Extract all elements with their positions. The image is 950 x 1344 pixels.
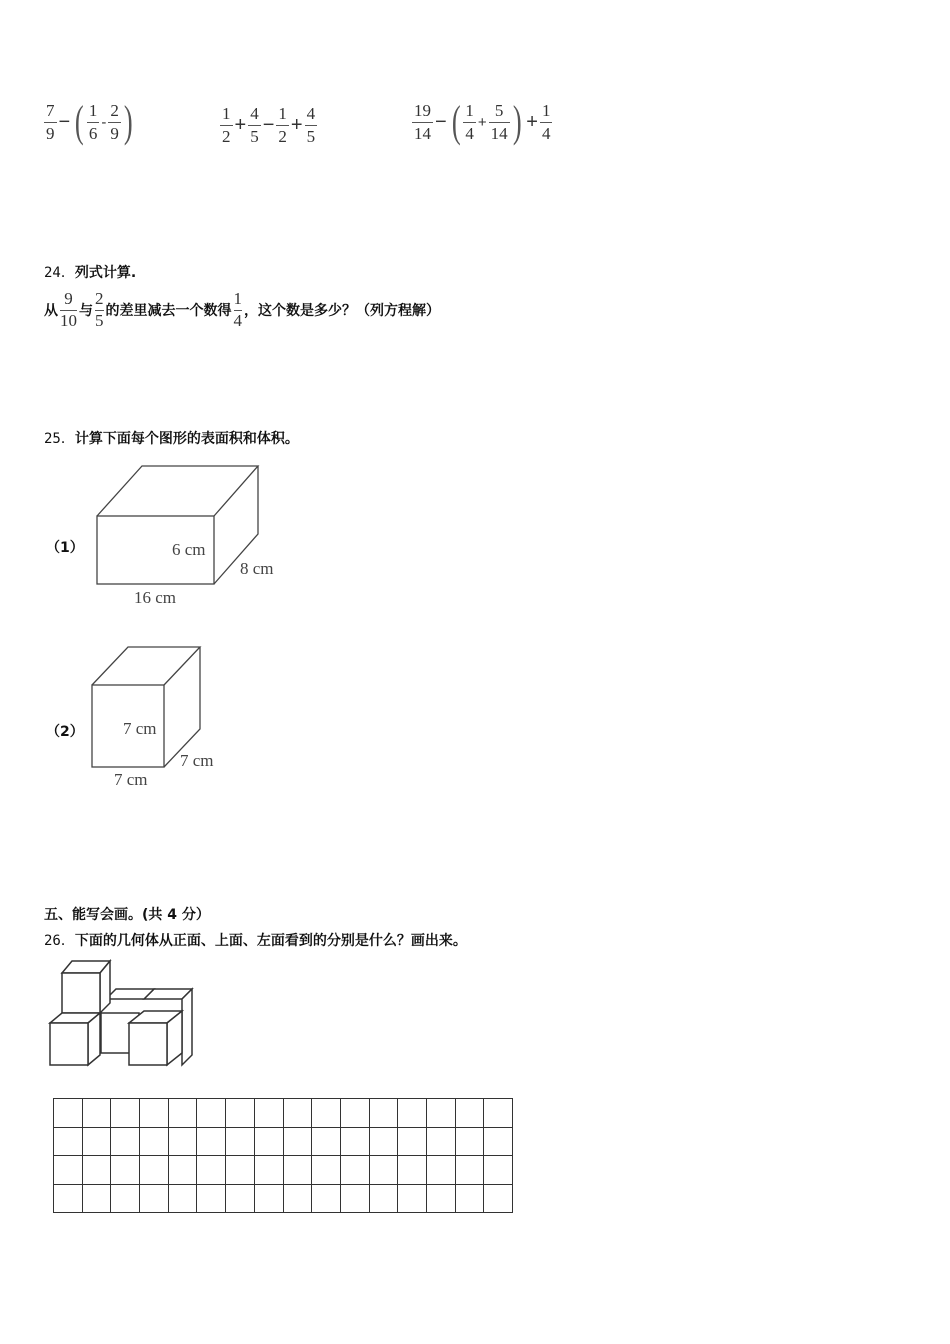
grid-cell[interactable] bbox=[455, 1184, 484, 1213]
height-label: 6 cm bbox=[172, 540, 206, 559]
fraction: $\frac{1}{4}$ bbox=[465, 100, 474, 143]
fraction: $\frac{1}{4}$ bbox=[541, 100, 551, 143]
depth-label: 8 cm bbox=[240, 559, 274, 578]
grid-cell[interactable] bbox=[111, 1156, 140, 1185]
left-paren: ( bbox=[451, 97, 461, 146]
fraction: $\frac{4}{5}$ bbox=[306, 104, 316, 146]
fraction: $\frac{9}{10}$ bbox=[60, 289, 77, 330]
grid-cell[interactable] bbox=[111, 1127, 140, 1156]
cube-side bbox=[182, 989, 192, 1065]
fraction: $\frac{1}{2}$ bbox=[222, 104, 231, 146]
question-number: 24． bbox=[44, 265, 75, 281]
grid-cell[interactable] bbox=[54, 1099, 83, 1128]
operator: + bbox=[477, 113, 487, 131]
grid-cell[interactable] bbox=[340, 1156, 369, 1185]
grid-cell[interactable] bbox=[369, 1156, 398, 1185]
grid-row bbox=[54, 1127, 513, 1156]
grid-cell[interactable] bbox=[369, 1127, 398, 1156]
grid-cell[interactable] bbox=[54, 1156, 83, 1185]
figure-2-label: （2） bbox=[46, 724, 84, 740]
operator: + bbox=[526, 110, 538, 133]
section-5-title: 五、能写会画。(共 4 分） bbox=[44, 907, 210, 923]
grid-cell[interactable] bbox=[168, 1184, 197, 1213]
text: ，这个数是多少？（列方程解） bbox=[244, 303, 440, 320]
fraction: $\frac{1}{6}$ bbox=[88, 100, 98, 143]
fraction: $\frac{5}{14}$ bbox=[490, 100, 508, 143]
grid-cell[interactable] bbox=[312, 1184, 341, 1213]
grid-cell[interactable] bbox=[197, 1127, 226, 1156]
cube-figure-2 bbox=[88, 642, 238, 792]
cube-front bbox=[129, 1023, 167, 1065]
grid-cell[interactable] bbox=[398, 1127, 427, 1156]
grid-cell[interactable] bbox=[484, 1099, 513, 1128]
grid-cell[interactable] bbox=[140, 1127, 169, 1156]
grid-cell[interactable] bbox=[54, 1127, 83, 1156]
cube-side bbox=[88, 1013, 100, 1065]
question-24-title bbox=[44, 262, 136, 282]
grid-cell[interactable] bbox=[455, 1156, 484, 1185]
question-25-title bbox=[44, 428, 299, 448]
grid-cell[interactable] bbox=[369, 1099, 398, 1128]
grid-cell[interactable] bbox=[398, 1184, 427, 1213]
depth-label: 7 cm bbox=[180, 751, 214, 770]
operator: − bbox=[58, 110, 71, 133]
text: 的差里减去一个数得 bbox=[105, 303, 232, 320]
grid-cell[interactable] bbox=[226, 1184, 255, 1213]
text: 从 bbox=[44, 303, 58, 320]
grid-cell[interactable] bbox=[82, 1127, 111, 1156]
question-24-body bbox=[44, 290, 440, 330]
question-title: 下面的几何体从正面、上面、左面看到的分别是什么？画出来。 bbox=[74, 933, 467, 949]
cuboid-top-face bbox=[97, 466, 258, 516]
question-number: 25． bbox=[44, 431, 75, 447]
operator: + bbox=[290, 113, 303, 136]
grid-row bbox=[54, 1099, 513, 1128]
question-title: 计算下面每个图形的表面积和体积。 bbox=[74, 431, 299, 447]
expression-1 bbox=[44, 97, 136, 146]
grid-cell[interactable] bbox=[54, 1184, 83, 1213]
operator: − bbox=[262, 113, 275, 136]
grid-cell[interactable] bbox=[254, 1127, 283, 1156]
grid-cell[interactable] bbox=[168, 1156, 197, 1185]
grid-cell[interactable] bbox=[426, 1099, 455, 1128]
right-paren: ) bbox=[123, 97, 133, 146]
grid-cell[interactable] bbox=[455, 1127, 484, 1156]
length-label: 16 cm bbox=[134, 588, 177, 607]
grid-cell[interactable] bbox=[398, 1156, 427, 1185]
grid-cell[interactable] bbox=[283, 1127, 312, 1156]
grid-cell[interactable] bbox=[111, 1099, 140, 1128]
right-paren: ) bbox=[512, 97, 522, 146]
grid-cell[interactable] bbox=[168, 1099, 197, 1128]
grid-cell[interactable] bbox=[340, 1099, 369, 1128]
figure-1-label: （1） bbox=[46, 540, 84, 556]
expression-2 bbox=[220, 104, 317, 146]
cube-front bbox=[62, 973, 100, 1013]
cube-front bbox=[50, 1023, 88, 1065]
grid-cell[interactable] bbox=[283, 1099, 312, 1128]
fraction: $\frac{1}{2}$ bbox=[278, 104, 287, 146]
grid-cell[interactable] bbox=[369, 1184, 398, 1213]
grid-cell[interactable] bbox=[140, 1099, 169, 1128]
grid-cell[interactable] bbox=[455, 1099, 484, 1128]
cube-top-face bbox=[92, 647, 200, 685]
grid-cell[interactable] bbox=[254, 1184, 283, 1213]
fraction: $\frac{1}{4}$ bbox=[233, 289, 242, 330]
grid-cell[interactable] bbox=[140, 1156, 169, 1185]
cube-stack-figure bbox=[44, 955, 204, 1073]
text: 与 bbox=[79, 303, 93, 320]
operator: − bbox=[435, 110, 447, 133]
fraction: $\frac{2}{9}$ bbox=[110, 100, 119, 143]
grid-cell[interactable] bbox=[197, 1184, 226, 1213]
cube-side-face bbox=[164, 647, 200, 767]
drawing-grid[interactable] bbox=[53, 1098, 513, 1213]
fraction: $\frac{7}{9}$ bbox=[46, 100, 55, 143]
grid-cell[interactable] bbox=[82, 1099, 111, 1128]
grid-cell[interactable] bbox=[82, 1156, 111, 1185]
grid-cell[interactable] bbox=[312, 1156, 341, 1185]
grid-cell[interactable] bbox=[484, 1184, 513, 1213]
grid-cell[interactable] bbox=[312, 1099, 341, 1128]
expression-3 bbox=[412, 97, 552, 146]
grid-cell[interactable] bbox=[226, 1099, 255, 1128]
grid-cell[interactable] bbox=[82, 1184, 111, 1213]
grid-cell[interactable] bbox=[140, 1184, 169, 1213]
grid-cell[interactable] bbox=[254, 1099, 283, 1128]
fraction: $\frac{2}{5}$ bbox=[95, 289, 104, 330]
operator: + bbox=[234, 113, 247, 136]
grid-cell[interactable] bbox=[226, 1127, 255, 1156]
length-label: 7 cm bbox=[114, 770, 148, 789]
grid-cell[interactable] bbox=[340, 1127, 369, 1156]
grid-cell[interactable] bbox=[111, 1184, 140, 1213]
height-label: 7 cm bbox=[123, 719, 157, 738]
grid-cell[interactable] bbox=[426, 1156, 455, 1185]
grid-row bbox=[54, 1156, 513, 1185]
grid-cell[interactable] bbox=[254, 1156, 283, 1185]
grid-cell[interactable] bbox=[398, 1099, 427, 1128]
left-paren: ( bbox=[75, 97, 84, 146]
grid-cell[interactable] bbox=[340, 1184, 369, 1213]
grid-cell[interactable] bbox=[168, 1127, 197, 1156]
cuboid-figure-1 bbox=[90, 460, 320, 610]
grid-cell[interactable] bbox=[283, 1156, 312, 1185]
grid-cell[interactable] bbox=[484, 1127, 513, 1156]
grid-cell[interactable] bbox=[197, 1156, 226, 1185]
grid-cell[interactable] bbox=[312, 1127, 341, 1156]
question-26-title bbox=[44, 930, 467, 950]
grid-cell[interactable] bbox=[426, 1184, 455, 1213]
question-title: 列式计算. bbox=[74, 265, 137, 281]
operator: - bbox=[101, 113, 107, 131]
grid-cell[interactable] bbox=[197, 1099, 226, 1128]
grid-cell[interactable] bbox=[226, 1156, 255, 1185]
question-number: 26． bbox=[44, 933, 75, 949]
fraction: $\frac{4}{5}$ bbox=[250, 104, 259, 146]
grid-row bbox=[54, 1184, 513, 1213]
grid-cell[interactable] bbox=[484, 1156, 513, 1185]
grid-cell[interactable] bbox=[283, 1184, 312, 1213]
fraction: $\frac{19}{14}$ bbox=[414, 100, 431, 143]
grid-cell[interactable] bbox=[426, 1127, 455, 1156]
